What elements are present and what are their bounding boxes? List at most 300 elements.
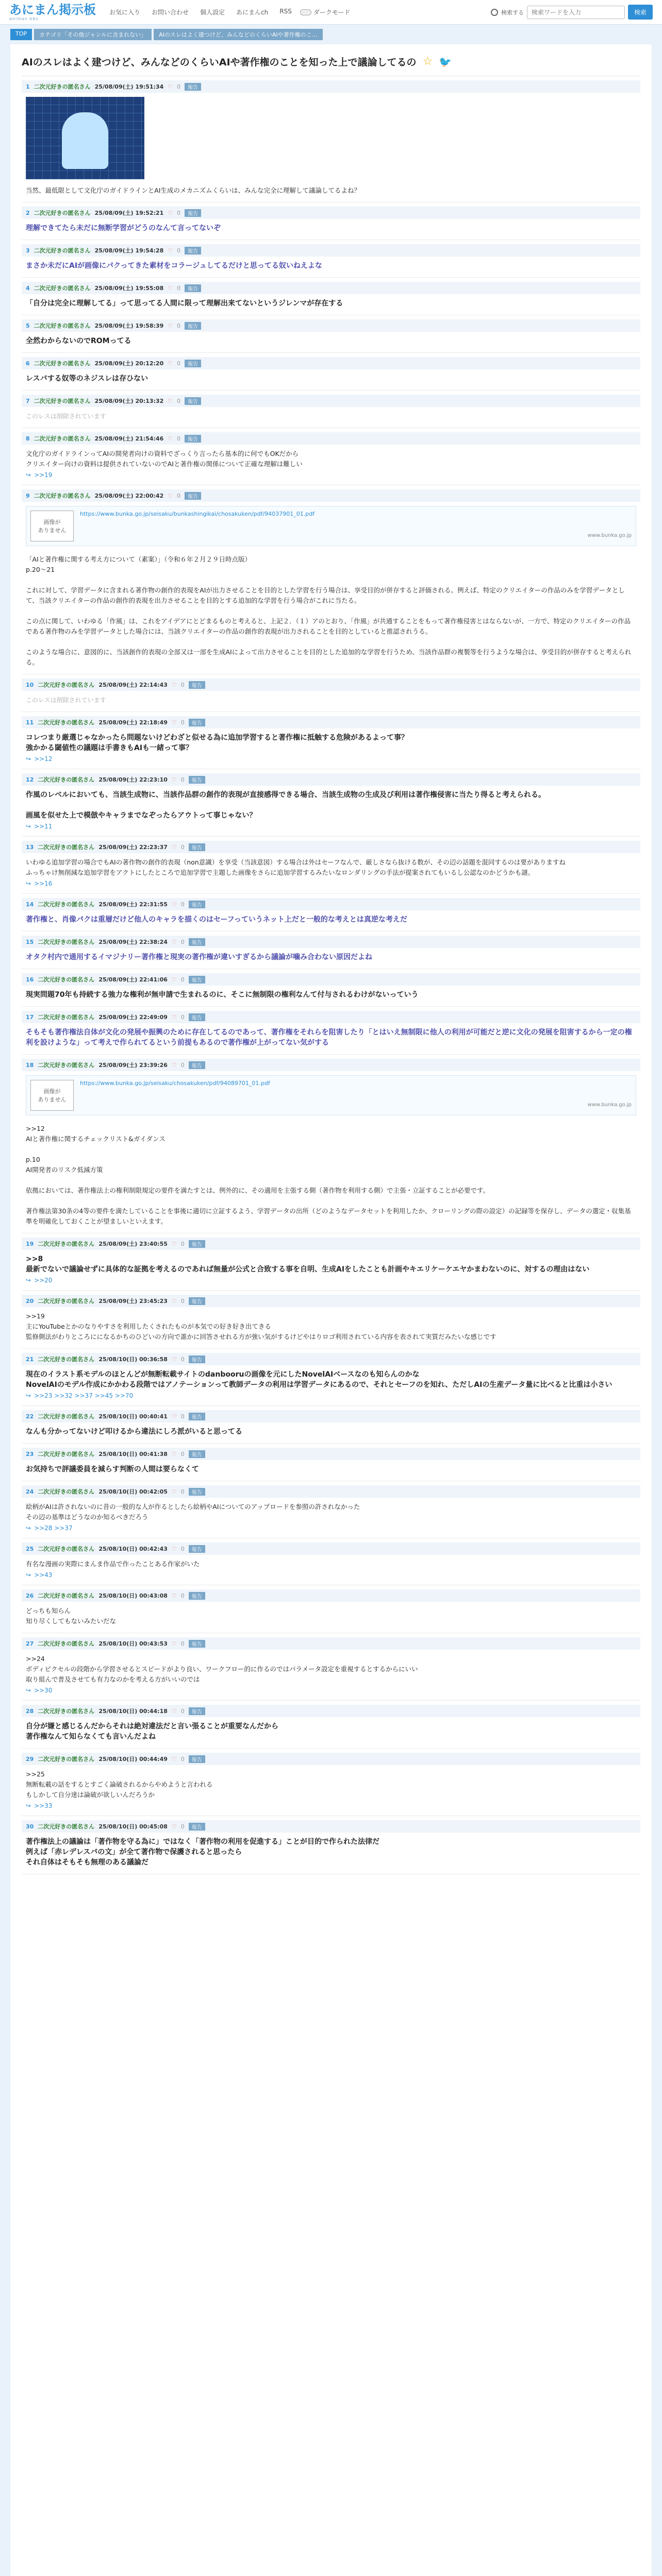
post-author: 二次元好きの匿名さん (38, 1640, 95, 1647)
breadcrumb-top[interactable]: TOP (10, 29, 32, 40)
like-count: 0 (177, 209, 181, 216)
report-button[interactable]: 報告 (189, 976, 205, 984)
post-body: お気持ちで評議委員を減らす判断の人間は要らなくて (26, 1465, 199, 1473)
post-author: 二次元好きの匿名さん (38, 682, 95, 688)
post-number[interactable]: 26 (26, 1592, 34, 1599)
post-body: >>25 無断転載の話をするとすごく論破されるからやめようと言われる もしかして自分達は論破が欲しいんだろうか (26, 1770, 213, 1799)
post-meta (22, 244, 640, 257)
post-meta (22, 716, 640, 728)
post-author: 二次元好きの匿名さん (38, 844, 95, 851)
nav-settings[interactable]: 個人設定 (200, 9, 225, 16)
reply-anchor[interactable] (22, 1522, 640, 1532)
reply-anchor[interactable] (22, 753, 640, 762)
post-meta (22, 1011, 640, 1023)
post-number[interactable]: 19 (26, 1240, 34, 1247)
reply-arrow-icon: ↪ (26, 1571, 31, 1579)
reply-anchor-text[interactable]: >>43 (34, 1571, 53, 1579)
nav-favorites[interactable]: お気に入り (109, 9, 141, 16)
nav-rss[interactable]: RSS (279, 8, 292, 15)
post-meta (22, 1753, 640, 1765)
post (22, 353, 640, 391)
report-button[interactable]: 報告 (185, 492, 201, 500)
search-input[interactable] (527, 6, 625, 19)
post-date: 25/08/09(土) 19:52:21 (94, 210, 164, 216)
reply-anchor-text[interactable]: >>30 (34, 1687, 53, 1694)
heart-icon[interactable]: ♡ (171, 901, 177, 908)
post-date: 25/08/10(日) 00:42:43 (98, 1546, 168, 1552)
heart-icon[interactable]: ♡ (168, 209, 173, 216)
post-number[interactable]: 18 (26, 1061, 34, 1069)
link-url[interactable]: https://www.bunka.go.jp/seisaku/bunkashingikai/chosakuken/pdf/94037901_01.pdf (80, 511, 315, 517)
heart-icon[interactable]: ♡ (171, 1297, 177, 1304)
post-body: 当然、最低限として文化庁のガイドラインとAI生成のメカニズムくらいは、みんな完全に理解して議論してるよね？ (26, 187, 360, 194)
post-author: 二次元好きの匿名さん (38, 719, 95, 726)
search-area (491, 5, 653, 20)
post-meta (22, 1059, 640, 1071)
post-body: どっちも知らん 知り尽くしてもないみたいだな (26, 1607, 117, 1625)
post-date: 25/08/09(土) 20:12:20 (94, 360, 164, 367)
report-button[interactable]: 報告 (189, 1640, 205, 1648)
post-author: 二次元好きの匿名さん (34, 210, 91, 216)
reply-anchor[interactable] (22, 878, 640, 887)
post-meta (22, 357, 640, 369)
post-number[interactable]: 15 (26, 938, 34, 945)
heart-icon[interactable]: ♡ (171, 1823, 177, 1830)
like-count: 0 (180, 843, 185, 851)
report-button[interactable]: 報告 (189, 1545, 205, 1553)
post-number[interactable]: 13 (26, 843, 34, 851)
post-date: 25/08/10(日) 00:43:53 (98, 1640, 168, 1647)
report-button[interactable]: 報告 (189, 1755, 205, 1763)
reply-arrow-icon: ↪ (26, 823, 31, 830)
post (22, 1007, 640, 1055)
logo-text: あにまん掲示板 (9, 2, 96, 17)
post-meta (22, 1238, 640, 1250)
post-meta (22, 973, 640, 986)
heart-icon[interactable]: ♡ (171, 1413, 177, 1420)
link-host: www.bunka.go.jp (587, 1102, 632, 1108)
heart-icon[interactable]: ♡ (171, 1450, 177, 1458)
reply-arrow-icon: ↪ (26, 1687, 31, 1694)
report-button[interactable]: 報告 (189, 1592, 205, 1600)
reply-anchor-text[interactable]: >>19 (34, 471, 53, 479)
favorite-star-icon[interactable]: ☆ (422, 55, 433, 68)
post-number[interactable]: 12 (26, 776, 34, 783)
post-author: 二次元好きの匿名さん (38, 1823, 95, 1830)
post-date: 25/08/10(日) 00:42:05 (98, 1488, 168, 1495)
report-button[interactable]: 報告 (189, 776, 205, 784)
like-count: 0 (180, 1545, 185, 1552)
report-button[interactable]: 報告 (189, 1297, 205, 1305)
post (22, 1349, 640, 1406)
post-author: 二次元好きの匿名さん (38, 976, 95, 983)
post-meta (22, 936, 640, 948)
reply-arrow-icon: ↪ (26, 880, 31, 887)
reply-anchor-text[interactable]: >>20 (34, 1277, 53, 1284)
post (22, 1406, 640, 1444)
like-count: 0 (180, 1707, 185, 1715)
dark-mode-toggle[interactable] (300, 8, 351, 16)
like-count: 0 (180, 776, 185, 783)
post-date: 25/08/09(土) 22:23:10 (98, 776, 168, 783)
post-body: このレスは削除されています (26, 697, 106, 704)
report-button[interactable]: 報告 (189, 1013, 205, 1021)
like-count: 0 (180, 1823, 185, 1830)
post (22, 969, 640, 1007)
post-number[interactable]: 20 (26, 1297, 34, 1304)
like-count: 0 (180, 1061, 185, 1069)
heart-icon[interactable]: ♡ (171, 1013, 177, 1021)
logo-subtext: animan bbs (9, 16, 39, 21)
post-number[interactable]: 1 (26, 83, 30, 90)
post (22, 278, 640, 315)
post (22, 202, 640, 240)
post-number[interactable]: 22 (26, 1413, 34, 1420)
post-author: 二次元好きの匿名さん (38, 1298, 95, 1304)
post-number[interactable]: 9 (26, 492, 30, 499)
post-author: 二次元好きの匿名さん (38, 901, 95, 908)
post (22, 931, 640, 969)
like-count: 0 (180, 1355, 185, 1363)
post (22, 1481, 640, 1538)
heart-icon[interactable]: ♡ (171, 1640, 177, 1647)
report-button[interactable]: 報告 (189, 938, 205, 946)
post (22, 1585, 640, 1633)
post-meta (22, 282, 640, 294)
link-host: www.bunka.go.jp (587, 533, 632, 538)
post-meta (22, 773, 640, 786)
reply-anchor-text[interactable]: >>23 >>32 >>37 >>45 >>70 (34, 1392, 134, 1399)
report-button[interactable]: 報告 (185, 360, 201, 367)
post (22, 769, 640, 837)
reply-anchor[interactable] (22, 1685, 640, 1694)
post-meta (22, 80, 640, 93)
reply-anchor[interactable] (22, 821, 640, 830)
post-body: >>12 AIと著作権に関するチェックリスト&ガイダンス p.10 AI開発者のリスク低減方策 依拠においては、著作権法上の権利制限規定の要件を満たすとは、例外的に、その適用を主張する側（著作物を利用する側）で主張・立証することが必要です。 著作権法第30条の4等の要件を満たしていることを事後に適切に立証するよう、学習データの出所（どのようなデータセットを利用したか、クローリングの際の設定）の記録等を保存し、データの選定・収集基準を明確化しておくことが望ましいといえます。 (26, 1125, 631, 1225)
report-button[interactable]: 報告 (185, 322, 201, 330)
post-author: 二次元好きの匿名さん (38, 1451, 95, 1458)
link-card[interactable] (26, 506, 636, 546)
post-author: 二次元好きの匿名さん (38, 1756, 95, 1762)
reply-anchor[interactable] (22, 1800, 640, 1809)
reply-arrow-icon: ↪ (26, 1802, 31, 1809)
post-meta (22, 679, 640, 691)
post-date: 25/08/09(土) 23:40:55 (98, 1241, 168, 1247)
heart-icon[interactable]: ♡ (168, 284, 173, 292)
heart-icon[interactable]: ♡ (171, 843, 177, 851)
heart-icon[interactable]: ♡ (168, 322, 173, 329)
report-button[interactable]: 報告 (189, 1061, 205, 1069)
post-number[interactable]: 14 (26, 901, 34, 908)
reply-anchor-text[interactable]: >>16 (34, 880, 53, 887)
breadcrumb-thread[interactable]: AIのスレはよく建つけど、みんなどのくらいAIや著作権のこ… (154, 29, 323, 40)
robot-head-icon (62, 112, 108, 169)
thread-header (22, 49, 640, 76)
post-number[interactable]: 7 (26, 397, 30, 404)
heart-icon[interactable]: ♡ (168, 492, 173, 499)
post-body: 「AIと著作権に関する考え方について（素案）」（令和６年２月２９日時点版） p.20〜21 これに対して、学習データに含まれる著作物の創作的表現をAIが出力させることを目的とした学習を行う場合は、享受目的が併存すると評価される。例えば、特定のクリエイターの作品のみを学習データとして、当該クリエイターの作品の創作的表現を出力させることを目的とする追加的な学習を行う場合がこれに当たる。 この点に関して、いわゆる「作風」は、これをアイデアにとどまるものと考えると、上記２．（１）アのとおり、「作風」が共通することをもって著作権侵害とはならないが、一方で、特定のクリエイターの作品である著作物のみを学習データとした場合には、当該クリエイターの作品の創作的表現が出力されることを目的としていると推認されうる。 このような場合に、意図的に、当該創作的表現の全部又は一部を生成AIによって出力させることを目的とした追加的な学習を行うため、当該作品群の複製等を行うような場合は、享受目的が併存すると考えられる。 (26, 555, 632, 666)
twitter-share-icon[interactable]: 🐦 (439, 55, 452, 68)
heart-icon[interactable]: ♡ (171, 719, 177, 726)
post-meta (22, 1637, 640, 1650)
post-date: 25/08/10(日) 00:41:38 (98, 1451, 168, 1458)
post-meta (22, 489, 640, 502)
post-date: 25/08/10(日) 00:36:58 (98, 1356, 168, 1363)
heart-icon[interactable]: ♡ (171, 1240, 177, 1247)
like-count: 0 (180, 1640, 185, 1647)
post-date: 25/08/10(日) 00:44:49 (98, 1756, 168, 1762)
post-date: 25/08/09(土) 19:58:39 (94, 323, 164, 329)
post-date: 25/08/09(土) 19:54:28 (94, 247, 164, 254)
post-body: まさか未だにAIが画像にパクってきた素材をコラージュしてるだけと思ってる奴いねえよな (26, 262, 322, 270)
post-meta (22, 1705, 640, 1717)
post-author: 二次元好きの匿名さん (38, 1014, 95, 1021)
post-body: 現在のイラスト系モデルのほとんどが無断転載サイトのdanbooruの画像を元にしたNovelAIベースなのも知らんのかな NovelAIのモデル作成にかかわる段階ではアノテーションって教師データの利用は学習データにあるので、それとセーフのを知れ、ただしAIの生産データ量に比べると比重は小さい (26, 1370, 613, 1389)
post-number[interactable]: 3 (26, 247, 30, 254)
breadcrumb-category[interactable]: カテゴリ「その他ジャンルに含まれない」 (34, 29, 152, 40)
reply-anchor-text[interactable]: >>11 (34, 823, 53, 830)
post-body: 自分が嫌と感じるんだからそれは絶対違法だと言い張ることが重要なんだから 著作権なんて知らなくても言いんだよね (26, 1722, 278, 1741)
thread-title: AIのスレはよく建つけど、みんなどのくらいAIや著作権のことを知った上で議論してるの (22, 57, 417, 68)
post-number[interactable]: 11 (26, 719, 34, 726)
post-body: そもそも著作権法自体が文化の発展や振興のために存在してるのであって、著作権をそれらを阻害したり「とはいえ無制限に他人の利用が可能だと逆に文化の発展を阻害するから一定の権利を設けような」って考えで作られてるという前提もあるので著作権が上がってない気がする (26, 1028, 632, 1047)
reply-anchor-text[interactable]: >>28 >>37 (34, 1524, 73, 1532)
post-number[interactable]: 2 (26, 209, 30, 216)
reply-anchor[interactable] (22, 1569, 640, 1579)
post-meta (22, 841, 640, 853)
nav-contact[interactable]: お問い合わせ (152, 9, 189, 16)
like-count: 0 (177, 322, 181, 329)
like-count: 0 (177, 397, 181, 404)
heart-icon[interactable]: ♡ (171, 976, 177, 983)
reply-arrow-icon: ↪ (26, 1392, 31, 1399)
thread-container (10, 44, 652, 2576)
report-button[interactable]: 報告 (189, 1413, 205, 1420)
like-count: 0 (180, 681, 185, 688)
post-body: 文化庁のガイドラインってAIの開発者向けの資料でざっくり言ったら基本的に何でもOKだから クリエイター向けの資料は提供されていないのでAIと著作権の関係について正確な理解は難しい (26, 450, 303, 468)
post-body: 絵柄がAIは許されないのに昔の一般的な人が作るとしたら絵柄やAIについてのアップロードを参照の許されなかった その辺の基準はどうなのか知るべきだろう (26, 1503, 360, 1521)
post-author: 二次元好きの匿名さん (38, 1356, 95, 1363)
post-author: 二次元好きの匿名さん (34, 493, 91, 499)
like-count: 0 (180, 1755, 185, 1762)
post-date: 25/08/10(日) 00:44:18 (98, 1708, 168, 1715)
post (22, 712, 640, 769)
reply-arrow-icon: ↪ (26, 1277, 31, 1284)
post-number[interactable]: 30 (26, 1823, 34, 1830)
heart-icon[interactable]: ♡ (168, 83, 173, 90)
report-button[interactable]: 報告 (189, 1240, 205, 1248)
post-number[interactable]: 10 (26, 681, 34, 688)
post-author: 二次元好きの匿名さん (34, 285, 91, 292)
post-body: なんも分かってないけど叩けるから違法にしろ派がいると思ってる (26, 1428, 242, 1436)
report-button[interactable]: 報告 (189, 901, 205, 908)
post-meta (22, 207, 640, 219)
post-number[interactable]: 25 (26, 1545, 34, 1552)
post (22, 894, 640, 931)
post-body: このレスは削除されています (26, 413, 106, 420)
heart-icon[interactable]: ♡ (171, 1355, 177, 1363)
heart-icon[interactable]: ♡ (171, 1061, 177, 1069)
reply-anchor-text[interactable]: >>12 (34, 755, 53, 762)
heart-icon[interactable]: ♡ (168, 360, 173, 367)
like-count: 0 (180, 1592, 185, 1599)
reply-arrow-icon: ↪ (26, 471, 31, 479)
like-count: 0 (180, 976, 185, 983)
post-body: 現実問題70年も持続する強力な権利が無申請で生まれるのに、そこに無制限の権利なんて付与されるわけがないっていう (26, 991, 419, 999)
like-count: 0 (177, 284, 181, 292)
report-button[interactable]: 報告 (185, 284, 201, 292)
post-number[interactable]: 28 (26, 1707, 34, 1715)
like-count: 0 (177, 492, 181, 499)
reply-anchor[interactable] (22, 469, 640, 479)
post-meta (22, 395, 640, 407)
report-button[interactable]: 報告 (185, 83, 201, 91)
post-author: 二次元好きの匿名さん (34, 398, 91, 404)
report-button[interactable]: 報告 (189, 1355, 205, 1363)
post-body: 理解できてたら未だに無断学習がどうのなんて言ってないぞ (26, 224, 221, 232)
heart-icon[interactable]: ♡ (168, 247, 173, 254)
post (22, 1233, 640, 1291)
report-button[interactable]: 報告 (189, 1707, 205, 1715)
heart-icon[interactable]: ♡ (168, 397, 173, 404)
toggle-switch-icon[interactable] (300, 9, 311, 15)
post-body: コレつまり厳選じゃなかったら問題ないけどわざと似せる為に追加学習すると著作権に抵触する危険があるよって事？ 強かかる閾値性の議題は手書きもAIも一緒って事？ (26, 734, 408, 752)
site-header (0, 0, 662, 25)
post-body: いわゆる追加学習の場合でもAIの著作物の創作的表現（non意識）を享受（当該意図）する場合は外はセーフなんで、厳しさなら抜ける数が、その辺の話題を混同するのは要がありますね ふっちゃけ無削減な追加学習をアクトにしたところで追加学習で主題した画像をさらに追加学習するみたいなロンダリングの手法が提案されてもいるし公認なのかどうかも謎。 (26, 858, 566, 876)
report-button[interactable]: 報告 (189, 843, 205, 851)
report-button[interactable]: 報告 (185, 397, 201, 405)
like-count: 0 (177, 83, 181, 90)
post-number[interactable]: 8 (26, 435, 30, 442)
nav-animanch[interactable]: あにまんch (236, 9, 269, 16)
post-author: 二次元好きの匿名さん (38, 939, 95, 945)
reply-anchor[interactable] (22, 1275, 640, 1284)
heart-icon[interactable]: ♡ (171, 1488, 177, 1495)
post-meta (22, 1448, 640, 1460)
heart-icon[interactable]: ♡ (171, 1592, 177, 1599)
like-count: 0 (180, 901, 185, 908)
search-label: 検索する (501, 9, 524, 16)
site-logo[interactable] (9, 3, 96, 21)
heart-icon[interactable]: ♡ (171, 938, 177, 945)
heart-icon[interactable]: ♡ (171, 681, 177, 688)
post-body: 全然わからないのでROMってる (26, 337, 131, 345)
link-url[interactable]: https://www.bunka.go.jp/seisaku/chosakuken/pdf/94089701_01.pdf (80, 1080, 270, 1087)
reply-anchor-text[interactable]: >>33 (34, 1802, 53, 1809)
no-image-placeholder: 画像が ありません (30, 1080, 74, 1111)
post-date: 25/08/10(日) 00:45:08 (98, 1823, 168, 1830)
post (22, 1444, 640, 1481)
post-body: 「自分は完全に理解してる」って思ってる人間に限って理解出来てないというジレンマが存在する (26, 299, 343, 308)
post-date: 25/08/09(土) 22:38:24 (98, 939, 168, 945)
like-count: 0 (177, 360, 181, 367)
post-date: 25/08/09(土) 22:49:09 (98, 1014, 168, 1021)
post (22, 1538, 640, 1585)
post-number[interactable]: 29 (26, 1755, 34, 1762)
post-author: 二次元好きの匿名さん (38, 1488, 95, 1495)
post (22, 76, 640, 202)
post-date: 25/08/09(土) 22:31:55 (98, 901, 168, 908)
post-date: 25/08/09(土) 22:23:37 (98, 844, 168, 851)
post-image[interactable] (26, 97, 144, 179)
post (22, 428, 640, 485)
report-button[interactable]: 報告 (185, 435, 201, 443)
post-meta (22, 319, 640, 332)
post-meta (22, 1353, 640, 1365)
post (22, 1816, 640, 1874)
main-nav (109, 8, 292, 16)
reply-arrow-icon: ↪ (26, 755, 31, 762)
search-button[interactable]: 検索 (628, 5, 653, 20)
heart-icon[interactable]: ♡ (171, 1755, 177, 1762)
report-button[interactable]: 報告 (189, 1823, 205, 1831)
report-button[interactable]: 報告 (185, 209, 201, 217)
post-author: 二次元好きの匿名さん (34, 83, 91, 90)
like-count: 0 (180, 719, 185, 726)
report-button[interactable]: 報告 (189, 719, 205, 726)
heart-icon[interactable]: ♡ (171, 1545, 177, 1552)
post-number[interactable]: 5 (26, 322, 30, 329)
post-meta (22, 1543, 640, 1555)
report-button[interactable]: 報告 (189, 1488, 205, 1496)
post-date: 25/08/09(土) 20:13:32 (94, 398, 164, 404)
reply-anchor[interactable] (22, 1390, 640, 1399)
post-meta (22, 1820, 640, 1833)
post-number[interactable]: 23 (26, 1450, 34, 1458)
post-meta (22, 898, 640, 910)
post-date: 25/08/09(土) 23:39:26 (98, 1062, 168, 1069)
post-author: 二次元好きの匿名さん (38, 1708, 95, 1715)
post-date: 25/08/09(土) 23:45:23 (98, 1298, 168, 1304)
post-author: 二次元好きの匿名さん (34, 360, 91, 367)
post (22, 1291, 640, 1349)
post (22, 1633, 640, 1701)
post-author: 二次元好きの匿名さん (34, 435, 91, 442)
post-meta (22, 1410, 640, 1422)
no-image-placeholder: 画像が ありません (30, 511, 74, 541)
report-button[interactable]: 報告 (189, 1450, 205, 1458)
heart-icon[interactable]: ♡ (171, 776, 177, 783)
post-number[interactable]: 17 (26, 1013, 34, 1021)
post-author: 二次元好きの匿名さん (38, 1592, 95, 1599)
like-count: 0 (180, 1450, 185, 1458)
report-button[interactable]: 報告 (185, 247, 201, 255)
post-number[interactable]: 6 (26, 360, 30, 367)
post-number[interactable]: 16 (26, 976, 34, 983)
like-count: 0 (180, 1413, 185, 1420)
post-meta (22, 1295, 640, 1307)
post-number[interactable]: 24 (26, 1488, 34, 1495)
link-card[interactable] (26, 1075, 636, 1115)
report-button[interactable]: 報告 (189, 681, 205, 689)
post-number[interactable]: 4 (26, 284, 30, 292)
like-count: 0 (177, 435, 181, 442)
post-date: 25/08/10(日) 00:40:41 (98, 1413, 168, 1420)
post-number[interactable]: 27 (26, 1640, 34, 1647)
post (22, 240, 640, 278)
post-author: 二次元好きの匿名さん (38, 776, 95, 783)
post (22, 674, 640, 712)
post-author: 二次元好きの匿名さん (38, 1241, 95, 1247)
post-date: 25/08/09(土) 22:00:42 (94, 493, 164, 499)
like-count: 0 (180, 1013, 185, 1021)
heart-icon[interactable]: ♡ (171, 1707, 177, 1715)
post-meta (22, 1589, 640, 1602)
post (22, 1749, 640, 1816)
post-number[interactable]: 21 (26, 1355, 34, 1363)
post-body: レスバする奴等のネジスレは存ひない (26, 375, 148, 383)
heart-icon[interactable]: ♡ (168, 435, 173, 442)
